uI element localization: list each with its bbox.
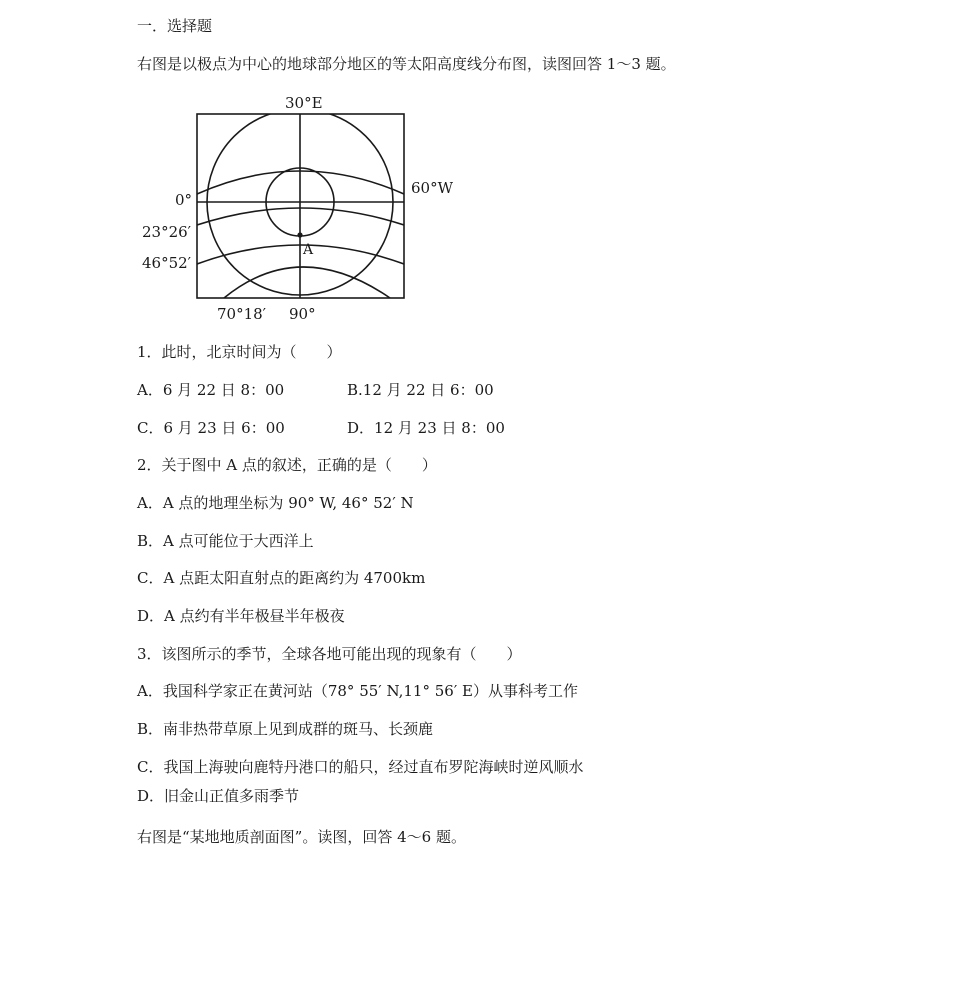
label-23-26: 23°26′ xyxy=(142,223,192,241)
q2-stem: 2．关于图中 A 点的叙述，正确的是（ ） xyxy=(137,456,437,474)
q1-option-a: A．6 月 22 日 8：00 xyxy=(137,381,285,399)
q3-option-d: D．旧金山正值多雨季节 xyxy=(137,787,300,805)
q3-stem: 3．该图所示的季节，全球各地可能出现的现象有（ ） xyxy=(137,645,522,663)
q2-option-b: B．A 点可能位于大西洋上 xyxy=(137,532,314,550)
label-60W: 60°W xyxy=(411,179,454,197)
q2-option-d: D．A 点约有半年极昼半年极夜 xyxy=(137,607,345,625)
q2-option-a: A．A 点的地理坐标为 90° W, 46° 52′ N xyxy=(137,494,414,512)
q2-option-c: C．A 点距太阳直射点的距离约为 4700km xyxy=(137,569,426,587)
q1-option-c: C．6 月 23 日 6：00 xyxy=(137,419,285,437)
q3-option-b: B．南非热带草原上见到成群的斑马、长颈鹿 xyxy=(137,720,434,738)
section-heading: 一．选择题 xyxy=(137,17,213,35)
q1-stem: 1．此时，北京时间为（ ） xyxy=(137,343,342,361)
label-70-18: 70°18′ xyxy=(217,305,267,323)
intro-text-1: 右图是以极点为中心的地球部分地区的等太阳高度线分布图，读图回答 1～3 题。 xyxy=(137,55,676,73)
label-90deg: 90° xyxy=(289,305,316,323)
q3-option-a: A．我国科学家正在黄河站（78° 55′ N,11° 56′ E）从事科考工作 xyxy=(137,682,578,700)
label-point-A: A xyxy=(303,242,314,258)
solar-altitude-diagram xyxy=(140,88,470,328)
label-46-52: 46°52′ xyxy=(142,254,192,272)
q1-option-d: D．12 月 23 日 8：00 xyxy=(347,419,505,437)
isoline-7018 xyxy=(224,267,390,298)
q1-option-b: B.12 月 22 日 6：00 xyxy=(347,381,494,399)
label-30E: 30°E xyxy=(285,94,323,112)
label-0deg: 0° xyxy=(175,191,193,209)
intro-text-2: 右图是“某地地质剖面图”。读图，回答 4～6 题。 xyxy=(137,828,466,846)
point-A-marker xyxy=(297,232,302,237)
solar-altitude-figure xyxy=(140,88,470,328)
q3-option-c: C．我国上海驶向鹿特丹港口的船只，经过直布罗陀海峡时逆风顺水 xyxy=(137,758,584,776)
